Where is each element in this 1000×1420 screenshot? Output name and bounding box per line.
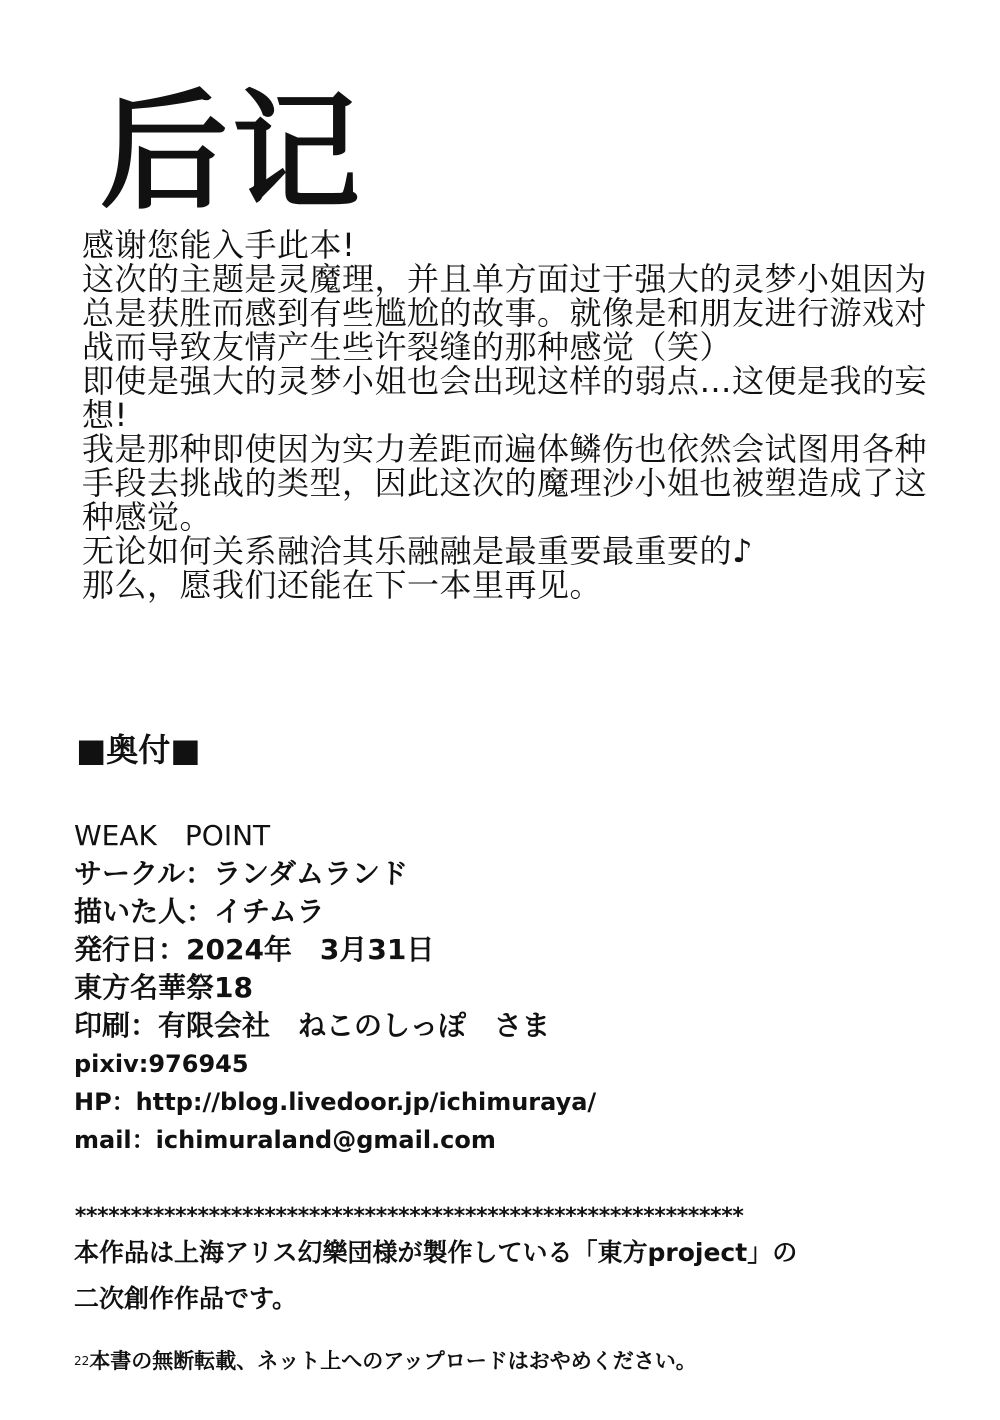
publication-date: 発行日：2024年 3月31日 xyxy=(74,933,435,966)
event-name: 東方名華祭18 xyxy=(74,971,253,1004)
notice-line: 本作品は上海アリス幻樂団様が製作している「東方project」の xyxy=(74,1238,798,1267)
afterword-line: 战而导致友情产生些许裂缝的那种感觉（笑） xyxy=(82,328,733,366)
afterword-line: 种感觉。 xyxy=(82,498,213,536)
contact-email: mail：ichimuraland@gmail.com xyxy=(74,1126,496,1154)
afterword-line: 想! xyxy=(82,396,128,434)
work-title: WEAK POINT xyxy=(74,819,271,852)
page-number: 22 xyxy=(74,1354,90,1368)
artist-name: 描いた人：イチムラ xyxy=(74,895,325,928)
afterword-line: 即使是强大的灵梦小姐也会出现这样的弱点…这便是我的妄 xyxy=(82,362,928,400)
pixiv-id: pixiv:976945 xyxy=(74,1050,249,1078)
footer-notice xyxy=(74,1346,954,1376)
reproduction-notice: 本書の無断転載、ネット上へのアップロードはおやめください。 xyxy=(89,1349,697,1373)
separator-line: ************************************************************ xyxy=(74,1204,743,1229)
afterword-line: 无论如何关系融洽其乐融融是最重要最重要的♪ xyxy=(82,532,753,570)
afterword-body xyxy=(82,228,942,602)
homepage-url: HP：http://blog.livedoor.jp/ichimuraya/ xyxy=(74,1088,597,1116)
colophon-heading: ■奥付■ xyxy=(76,731,201,769)
colophon-details xyxy=(74,818,934,1160)
circle-name: サークル：ランダムランド xyxy=(74,857,409,890)
afterword-line: 手段去挑战的类型，因此这次的魔理沙小姐也被塑造成了这 xyxy=(82,464,928,502)
page-title: 后记 xyxy=(100,78,365,227)
notice-line: 二次創作作品です。 xyxy=(74,1284,298,1313)
printer-name: 印刷：有限会社 ねこのしっぽ さま xyxy=(74,1009,551,1042)
afterword-line: 总是获胜而感到有些尴尬的故事。就像是和朋友进行游戏对 xyxy=(82,294,928,332)
copyright-notice xyxy=(74,1230,954,1322)
afterword-line: 这次的主题是灵魔理，并且单方面过于强大的灵梦小姐因为 xyxy=(82,260,928,298)
afterword-line: 感谢您能入手此本! xyxy=(82,226,356,264)
afterword-line: 那么，愿我们还能在下一本里再见。 xyxy=(82,566,603,604)
afterword-line: 我是那种即使因为实力差距而遍体鳞伤也依然会试图用各种 xyxy=(82,430,928,468)
